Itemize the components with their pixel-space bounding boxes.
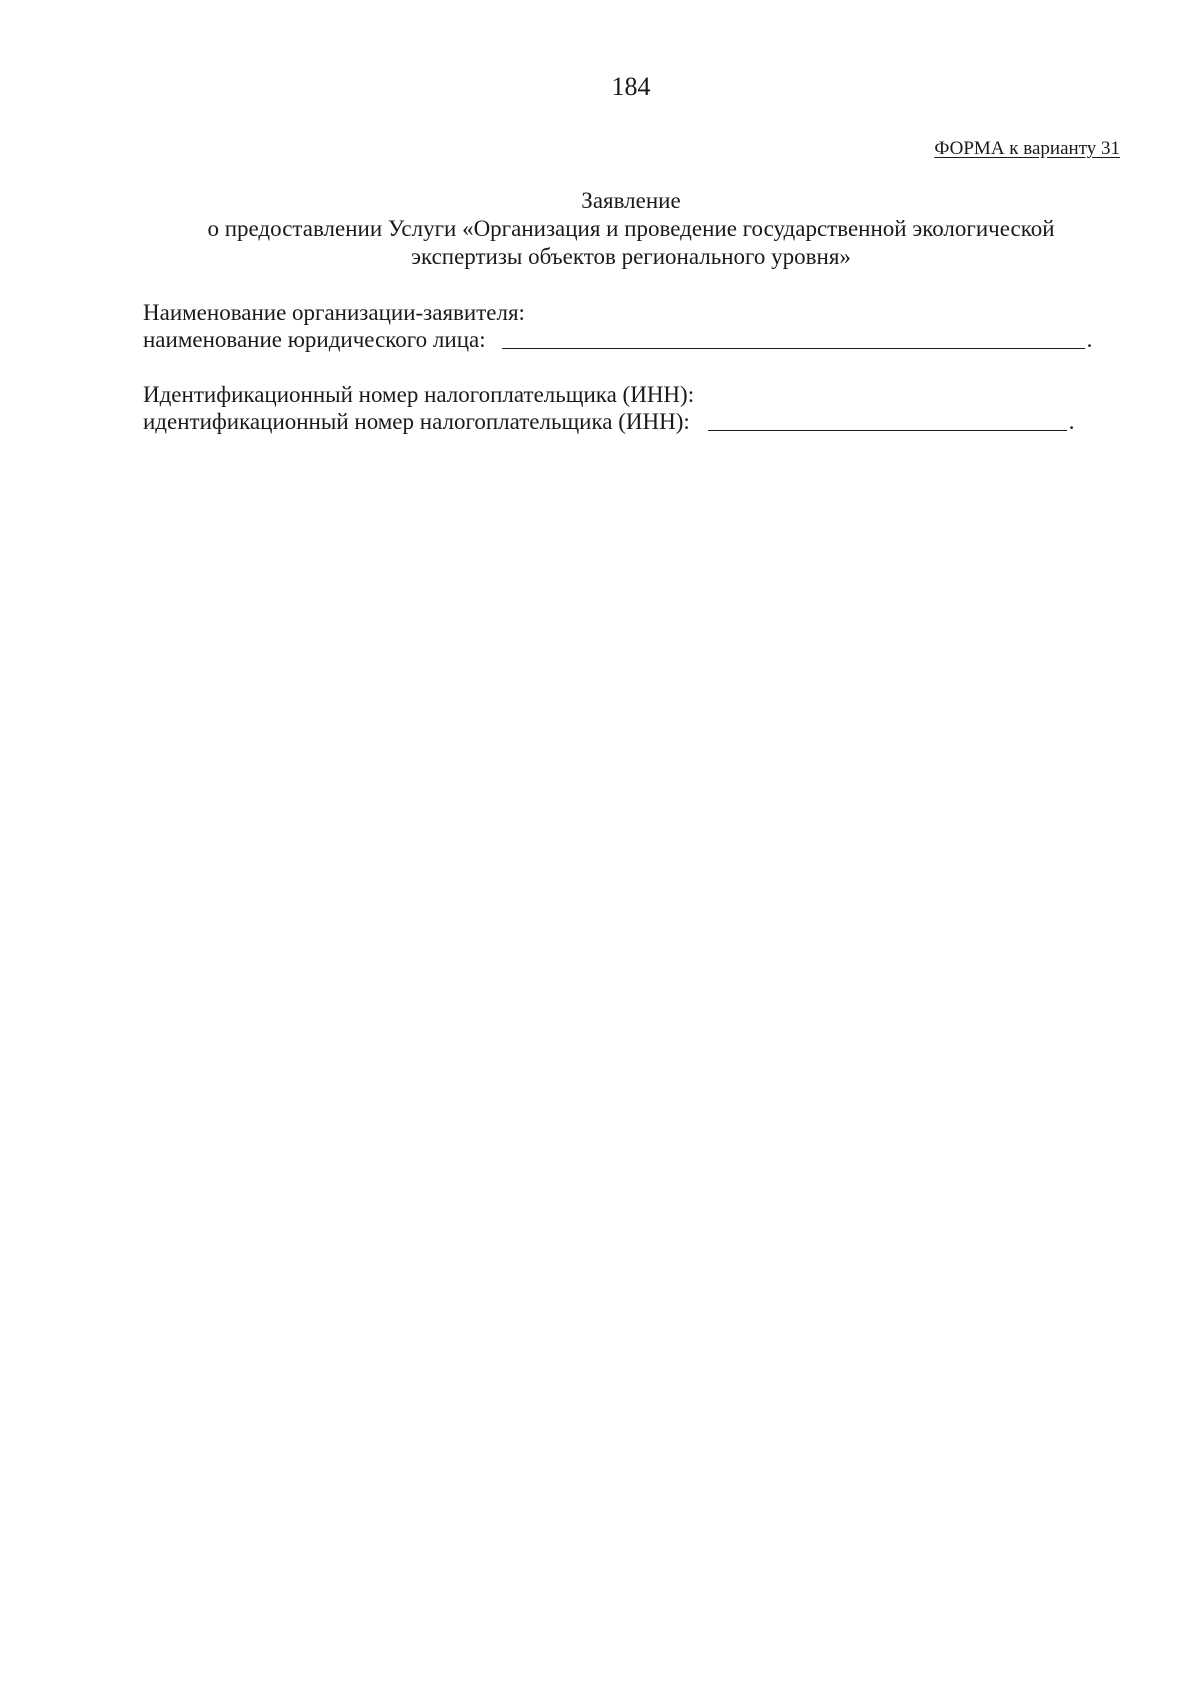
legal-entity-name-period: . [1086,327,1093,352]
page-number: 184 [611,72,651,101]
organization-name-section [143,299,1118,353]
form-reference: ФОРМА к варианту 31 [934,138,1120,159]
inn-row [143,408,1118,435]
heading-title: Заявление [581,188,681,213]
heading-subtitle-line-2: экспертизы объектов регионального уровня» [411,244,851,269]
inn-section [143,381,1118,435]
inn-field[interactable] [708,408,1067,431]
legal-entity-name-field[interactable] [502,326,1085,349]
document-heading [0,187,1200,271]
inn-period: . [1068,409,1075,434]
organization-name-title: Наименование организации-заявителя: [143,300,525,325]
inn-title: Идентификационный номер налогоплательщика (ИНН): [143,382,695,407]
legal-entity-name-label: наименование юридического лица: [143,327,486,352]
inn-label: идентификационный номер налогоплательщика (ИНН): [143,409,690,434]
legal-entity-name-row [143,326,1118,353]
heading-subtitle-line-1: о предоставлении Услуги «Организация и проведение государственной экологической [207,216,1055,241]
